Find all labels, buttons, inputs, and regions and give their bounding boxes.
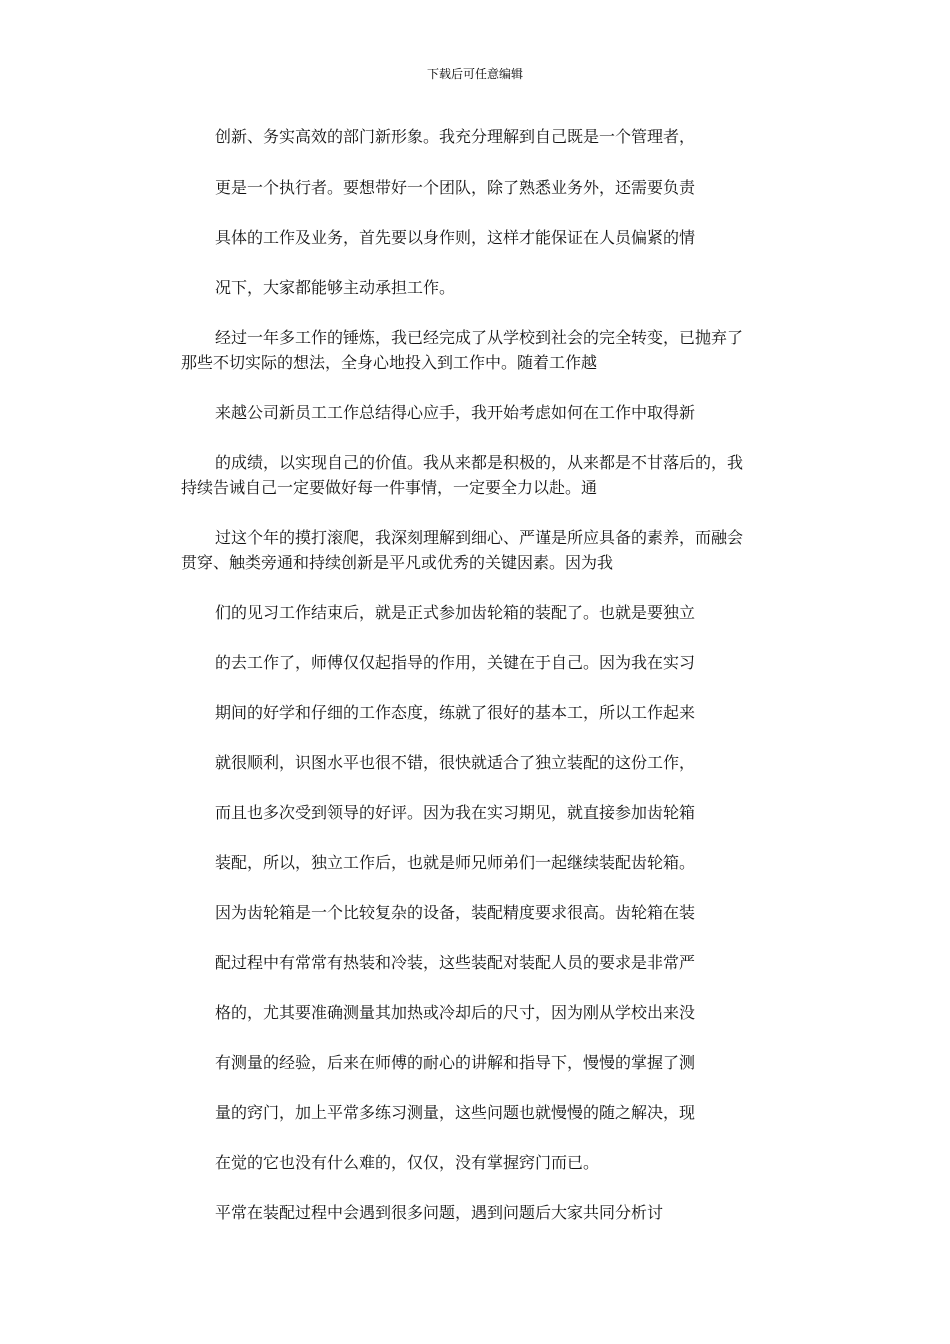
text-line: 创新、务实高效的部门新形象。我充分理解到自己既是一个管理者， (215, 127, 696, 146)
text-line: 而且也多次受到领导的好评。因为我在实习期见，就直接参加齿轮箱 (215, 803, 696, 822)
text-line: 量的窍门，加上平常多练习测量，这些问题也就慢慢的随之解决，现 (215, 1103, 696, 1122)
text-line: 过这个年的摸打滚爬，我深刻理解到细心、严谨是所应具备的素养，而融会 (215, 528, 744, 547)
text-line: 期间的好学和仔细的工作态度，练就了很好的基本工，所以工作起来 (215, 703, 696, 722)
text-line: 因为齿轮箱是一个比较复杂的设备，装配精度要求很高。齿轮箱在装 (215, 903, 696, 922)
text-line: 的成绩，以实现自己的价值。我从来都是积极的，从来都是不甘落后的，我 (215, 453, 744, 472)
text-line: 有测量的经验，后来在师傅的耐心的讲解和指导下，慢慢的掌握了测 (215, 1053, 696, 1072)
text-line: 们的见习工作结束后，就是正式参加齿轮箱的装配了。也就是要独立 (215, 603, 696, 622)
text-line: 具体的工作及业务，首先要以身作则，这样才能保证在人员偏紧的情 (215, 228, 696, 247)
text-line: 更是一个执行者。要想带好一个团队，除了熟悉业务外，还需要负责 (215, 178, 696, 197)
text-line: 装配，所以，独立工作后，也就是师兄师弟们一起继续装配齿轮箱。 (215, 853, 696, 872)
text-line: 就很顺利，识图水平也很不错，很快就适合了独立装配的这份工作， (215, 753, 696, 772)
page-header: 下载后可任意编辑 (426, 67, 523, 81)
text-line: 在觉的它也没有什么难的，仅仅，没有掌握窍门而已。 (215, 1153, 600, 1172)
text-line: 持续告诫自己一定要做好每一件事情，一定要全力以赴。通 (181, 478, 598, 497)
text-line: 贯穿、触类旁通和持续创新是平凡或优秀的关键因素。因为我 (181, 553, 614, 572)
text-line: 来越公司新员工工作总结得心应手，我开始考虑如何在工作中取得新 (215, 403, 696, 422)
text-line: 配过程中有常常有热装和冷装，这些装配对装配人员的要求是非常严 (215, 953, 696, 972)
text-line: 平常在装配过程中会遇到很多问题，遇到问题后大家共同分析讨 (215, 1203, 664, 1222)
text-line: 的去工作了，师傅仅仅起指导的作用，关键在于自己。因为我在实习 (215, 653, 696, 672)
text-line: 那些不切实际的想法，全身心地投入到工作中。随着工作越 (181, 353, 598, 372)
text-line: 况下，大家都能够主动承担工作。 (215, 278, 456, 297)
text-line: 经过一年多工作的锤炼，我已经完成了从学校到社会的完全转变，已抛弃了 (215, 328, 744, 347)
text-line: 格的，尤其要准确测量其加热或冷却后的尺寸，因为刚从学校出来没 (215, 1003, 696, 1022)
